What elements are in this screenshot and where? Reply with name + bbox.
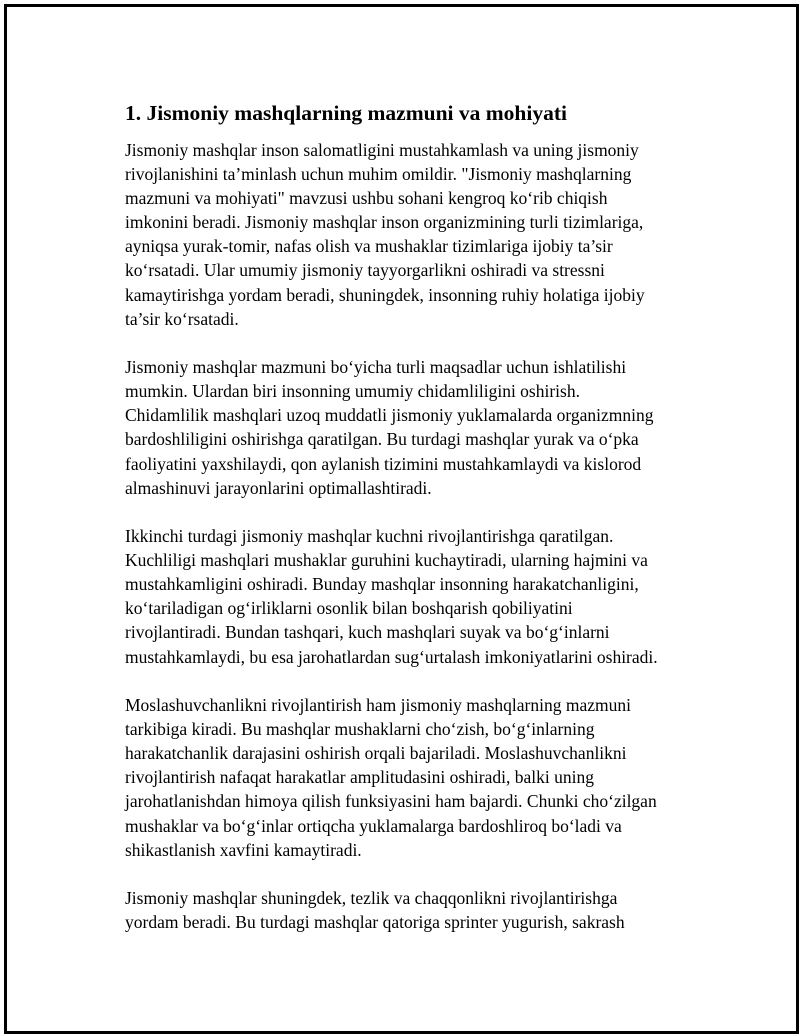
paragraph-5 <box>125 886 691 934</box>
paragraph-1 <box>125 138 691 331</box>
paragraph-line: koʻtariladigan ogʻirliklarni osonlik bilan boshqarish qobiliyatini <box>125 598 573 619</box>
paragraph-line: Chidamlilik mashqlari uzoq muddatli jismoniy yuklamalarda organizmning <box>125 405 654 426</box>
paragraph-line: bardoshliligini oshirishga qaratilgan. Bu turdagi mashqlar yurak va oʻpka <box>125 429 639 450</box>
paragraph-line: faoliyatini yaxshilaydi, qon aylanish tizimini mustahkamlaydi va kislorod <box>125 453 642 474</box>
paragraph-line: Moslashuvchanlikni rivojlantirish ham jismoniy mashqlarning mazmuni <box>125 695 631 716</box>
paragraph-line: mustahkamligini oshiradi. Bunday mashqlar insonning harakatchanligini, <box>125 574 639 595</box>
paragraph-line: Ikkinchi turdagi jismoniy mashqlar kuchni rivojlantirishga qaratilgan. <box>125 526 614 547</box>
document-body <box>125 99 691 959</box>
paragraph-line: yordam beradi. Bu turdagi mashqlar qatoriga sprinter yugurish, sakrash <box>125 912 625 933</box>
paragraph-3 <box>125 524 691 669</box>
paragraph-line: mumkin. Ulardan biri insonning umumiy chidamliligini oshirish. <box>125 381 580 402</box>
page-frame <box>4 4 799 1034</box>
paragraph-line: jarohatlanishdan himoya qilish funksiyasini ham bajardi. Chunki choʻzilgan <box>125 791 657 812</box>
paragraph-line: ayniqsa yurak-tomir, nafas olish va mushaklar tizimlariga ijobiy ta’sir <box>125 236 613 257</box>
paragraph-line: Kuchliligi mashqlari mushaklar guruhini kuchaytiradi, ularning hajmini va <box>125 550 648 571</box>
paragraph-line: Jismoniy mashqlar inson salomatligini mustahkamlash va uning jismoniy <box>125 140 639 160</box>
paragraph-line: harakatchanlik darajasini oshirish orqali bajariladi. Moslashuvchanlikni <box>125 743 627 764</box>
paragraph-line: rivojlanishini ta’minlash uchun muhim omildir. "Jismoniy mashqlarning <box>125 164 632 185</box>
paragraph-line: almashinuvi jarayonlarini optimallashtiradi. <box>125 477 432 498</box>
paragraph-line: rivojlantiradi. Bundan tashqari, kuch mashqlari suyak va boʻgʻinlarni <box>125 622 610 643</box>
paragraph-line: shikastlanish xavfini kamaytiradi. <box>125 839 362 860</box>
paragraph-2 <box>125 355 691 500</box>
paragraph-line: mustahkamlaydi, bu esa jarohatlardan sugʻurtalash imkoniyatlarini oshiradi. <box>125 646 658 667</box>
paragraph-line: ta’sir koʻrsatadi. <box>125 308 239 329</box>
paragraph-line: mazmuni va mohiyati" mavzusi ushbu sohani kengroq koʻrib chiqish <box>125 188 608 209</box>
paragraph-line: Jismoniy mashqlar shuningdek, tezlik va chaqqonlikni rivojlantirishga <box>125 888 618 909</box>
paragraph-4 <box>125 693 691 862</box>
paragraph-line: mushaklar va boʻgʻinlar ortiqcha yuklamalarga bardoshliroq boʻladi va <box>125 815 622 836</box>
paragraph-line: kamaytirishga yordam beradi, shuningdek, insonning ruhiy holatiga ijobiy <box>125 284 645 305</box>
paragraph-line: rivojlantirish nafaqat harakatlar amplitudasini oshiradi, balki uning <box>125 767 594 788</box>
paragraph-line: Jismoniy mashqlar mazmuni boʻyicha turli maqsadlar uchun ishlatilishi <box>125 357 627 378</box>
paragraph-line: imkonini beradi. Jismoniy mashqlar inson organizmining turli tizimlariga, <box>125 212 644 233</box>
page-title: 1. Jismoniy mashqlarning mazmuni va mohiyati <box>125 101 567 125</box>
paragraph-line: tarkibiga kiradi. Bu mashqlar mushaklarni choʻzish, boʻgʻinlarning <box>125 719 595 740</box>
paragraph-line: koʻrsatadi. Ular umumiy jismoniy tayyorgarlikni oshiradi va stressni <box>125 260 605 281</box>
